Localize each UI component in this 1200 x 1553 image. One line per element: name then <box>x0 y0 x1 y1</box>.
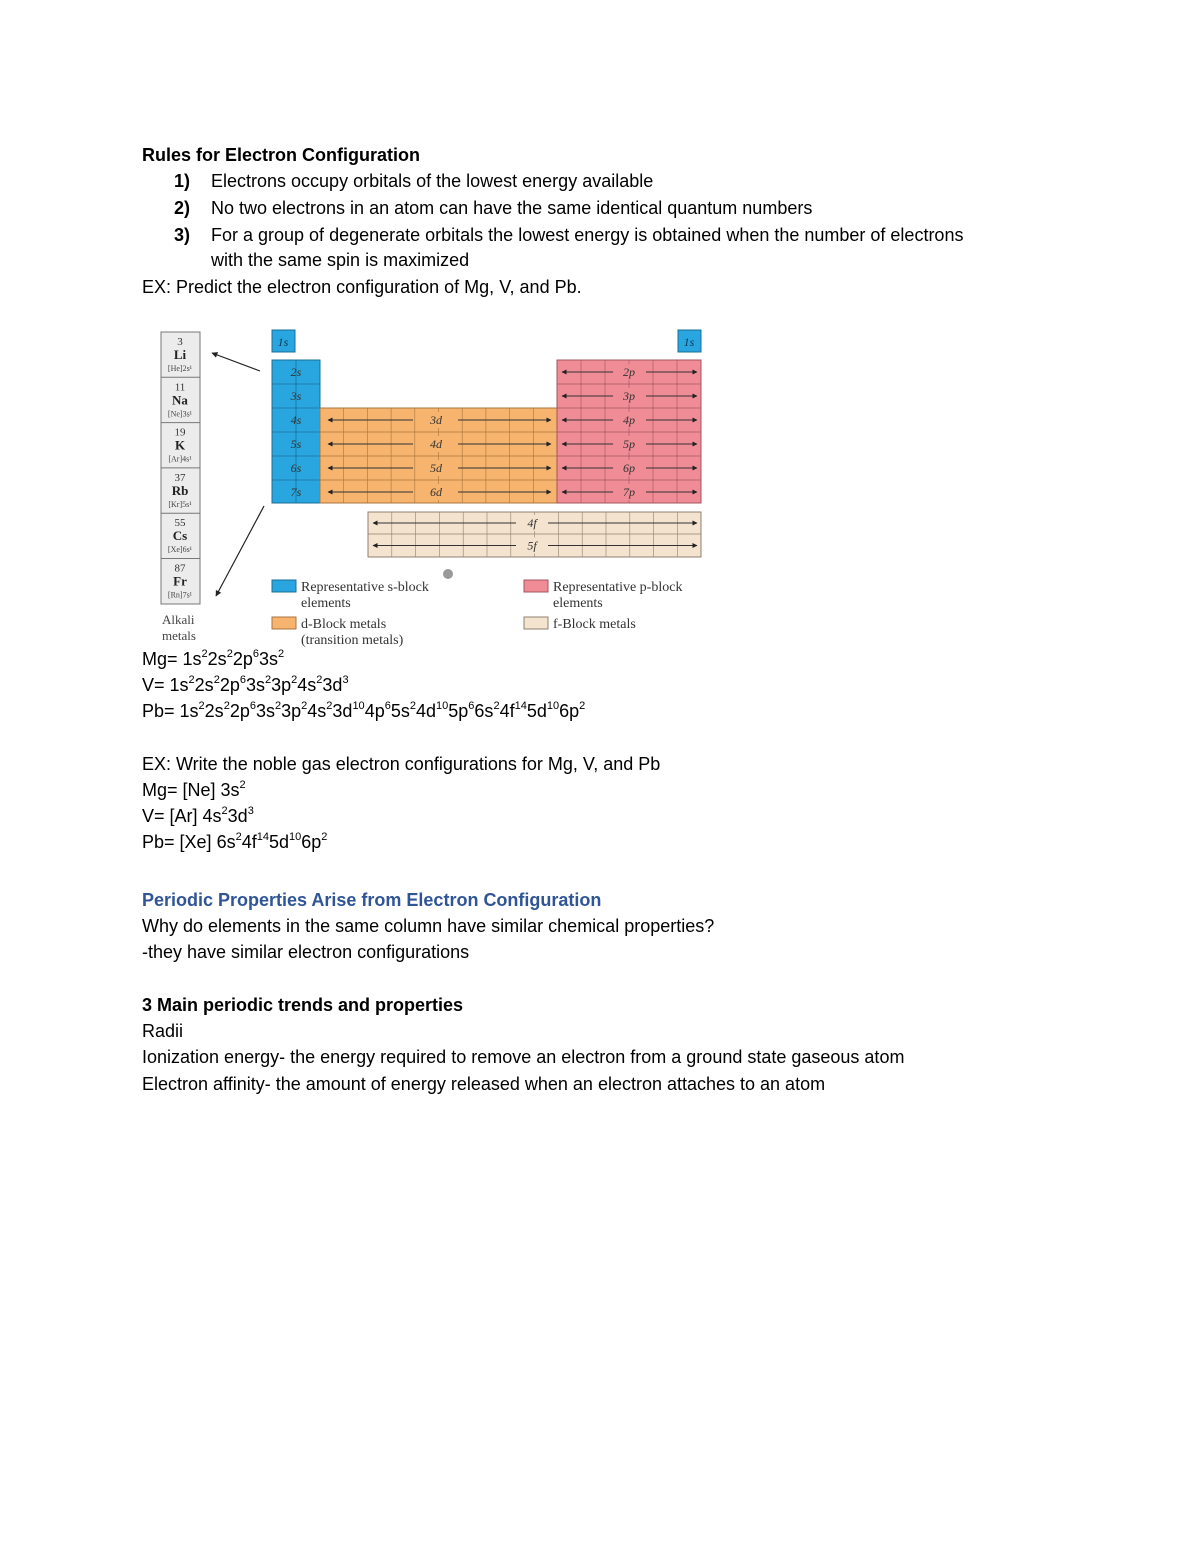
alkali-atomic-number: 37 <box>174 471 186 484</box>
electron-count: 2 <box>274 700 282 712</box>
rule-number: 1) <box>174 171 191 191</box>
alkali-config: [Kr]5s¹ <box>168 499 192 509</box>
alkali-label-line1: Alkali <box>162 612 195 627</box>
electron-count: 6 <box>468 700 475 712</box>
legend-p-line2: elements <box>553 596 603 611</box>
electron-count: 2 <box>326 700 333 712</box>
electron-count: 3 <box>342 674 349 686</box>
electron-count: 2 <box>198 700 205 712</box>
noble-config-pb <box>142 831 327 853</box>
legend-s-line2: elements <box>301 596 351 611</box>
alkali-config: [Rn]7s¹ <box>167 590 193 600</box>
electron-count: 3 <box>247 805 254 817</box>
d-orbital-label: 5d <box>430 461 442 475</box>
orbital: 1s <box>179 701 199 721</box>
p-orbital-label: 6p <box>623 461 635 475</box>
periodic-table-svg <box>158 326 713 648</box>
orbital: 6p <box>301 832 322 852</box>
orbital: 6s <box>474 701 494 721</box>
rule-text: Electrons occupy orbitals of the lowest energy available <box>211 171 654 191</box>
orbital: 4p <box>364 701 385 721</box>
electron-count: 2 <box>277 648 285 660</box>
electron-count: 2 <box>235 831 242 843</box>
orbital: 3p <box>271 675 292 695</box>
he-1s-label: 1s <box>683 335 695 349</box>
electron-count: 6 <box>384 700 391 712</box>
orbital: 2s <box>207 649 227 669</box>
electron-count: 2 <box>316 674 323 686</box>
orbital: 2p <box>232 649 253 669</box>
trend-item: Ionization energy- the energy required to remove an electron from a ground state gaseous atom <box>142 1047 905 1067</box>
heading-periodic-properties: Periodic Properties Arise from Electron Configuration <box>142 890 602 910</box>
electron-count: 2 <box>226 648 233 660</box>
heading-rules: Rules for Electron Configuration <box>142 145 421 165</box>
alkali-atomic-number: 19 <box>174 426 186 439</box>
decorative-dot <box>443 569 453 579</box>
orbital: 6p <box>559 701 580 721</box>
alkali-symbol: Cs <box>172 528 188 544</box>
config-prefix: Pb= <box>142 701 180 721</box>
example-2-prompt: EX: Write the noble gas electron configurations for Mg, V, and Pb <box>142 754 661 774</box>
s-orbital-label: 3s <box>290 389 302 403</box>
p-orbital-label: 4p <box>623 413 635 427</box>
electron-count: 2 <box>213 674 220 686</box>
orbital: 5d <box>268 832 289 852</box>
electron-count: 2 <box>221 805 228 817</box>
electron-count: 2 <box>239 779 246 791</box>
trend-item: Electron affinity- the amount of energy released when an electron attaches to an atom <box>142 1074 826 1094</box>
electron-count: 2 <box>264 674 272 686</box>
answer-text: -they have similar electron configurations <box>142 942 470 962</box>
alkali-config: [Ar]4s¹ <box>168 454 192 464</box>
s-orbital-label: 5s <box>290 437 302 451</box>
rule-text: No two electrons in an atom can have the same identical quantum numbers <box>211 198 813 218</box>
p-orbital-label: 5p <box>623 437 635 451</box>
orbital: 2s <box>204 701 224 721</box>
orbital: 4d <box>415 701 437 721</box>
alkali-atomic-number: 87 <box>174 562 186 575</box>
config-mg <box>142 648 284 670</box>
electron-count: 6 <box>252 648 259 660</box>
orbital: 4f <box>499 701 515 721</box>
electron-count: 10 <box>546 700 560 712</box>
electron-count: 2 <box>201 648 208 660</box>
alkali-symbol: Fr <box>173 573 187 589</box>
legend-d-line2: (transition metals) <box>301 633 404 648</box>
alkali-config: [He]2s¹ <box>167 364 193 373</box>
alkali-label-line2: metals <box>162 628 196 643</box>
p-orbital-label: 3p <box>623 389 635 403</box>
orbital: 3d <box>227 806 248 826</box>
alkali-symbol: Rb <box>171 482 189 498</box>
orbital: 4s <box>297 675 317 695</box>
d-orbital-label: 6d <box>430 485 442 499</box>
electron-count: 2 <box>321 831 328 843</box>
alkali-atomic-number: 11 <box>174 381 186 394</box>
heading-trends: 3 Main periodic trends and properties <box>142 995 464 1015</box>
alkali-symbol: Li <box>173 347 187 362</box>
orbital: 1s <box>182 649 202 669</box>
config-prefix: Mg= <box>142 649 183 669</box>
alkali-config: [Ne]3s¹ <box>167 409 193 419</box>
electron-count: 2 <box>301 700 308 712</box>
rule-text-continued: with the same spin is maximized <box>211 250 470 270</box>
legend-f-swatch <box>524 617 548 629</box>
electron-count: 6 <box>239 674 246 686</box>
electron-count: 14 <box>514 700 527 712</box>
p-orbital-label: 7p <box>623 485 635 499</box>
legend-d-line1: d-Block metals <box>301 617 387 632</box>
noble-config-mg <box>142 779 246 801</box>
f-orbital-label: 4f <box>527 516 537 530</box>
config-prefix: V= [Ar] <box>142 806 203 826</box>
s-orbital-label: 2s <box>290 365 302 379</box>
orbital: 4s <box>307 701 327 721</box>
electron-count: 10 <box>352 700 365 712</box>
electron-count: 10 <box>436 700 449 712</box>
config-v <box>142 674 349 696</box>
orbital: 2p <box>219 675 240 695</box>
legend-p-swatch <box>524 580 548 592</box>
alkali-symbol: K <box>174 437 186 453</box>
example-1-prompt: EX: Predict the electron configuration of Mg, V, and Pb. <box>142 277 582 297</box>
legend-f-line1: f-Block metals <box>553 617 636 632</box>
orbital: 4s <box>202 806 222 826</box>
orbital: 1s <box>169 675 189 695</box>
rule-number: 3) <box>174 225 191 245</box>
orbital: 3p <box>281 701 302 721</box>
trend-item: Radii <box>142 1021 184 1041</box>
electron-count: 2 <box>493 700 500 712</box>
electron-count: 10 <box>289 831 302 843</box>
orbital: 5d <box>526 701 547 721</box>
orbital: 2p <box>229 701 250 721</box>
alkali-atomic-number: 55 <box>174 517 186 530</box>
h-1s-label: 1s <box>277 335 289 349</box>
config-prefix: Pb= [Xe] <box>142 832 217 852</box>
legend-s-line1: Representative s-block <box>301 580 429 595</box>
legend-d-swatch <box>272 617 296 629</box>
electron-count: 2 <box>409 700 416 712</box>
orbital: 3s <box>258 649 278 669</box>
noble-config-v <box>142 805 254 827</box>
electron-count: 14 <box>256 831 269 843</box>
legend-p-line1: Representative p-block <box>553 580 683 595</box>
rule-number: 2) <box>174 198 191 218</box>
legend-s-swatch <box>272 580 296 592</box>
alkali-config: [Xe]6s¹ <box>167 545 193 555</box>
s-orbital-label: 7s <box>290 485 302 499</box>
pointer-arrow-bottom <box>216 506 264 596</box>
config-pb <box>142 700 585 722</box>
orbital: 5s <box>390 701 410 721</box>
electron-count: 2 <box>579 700 586 712</box>
s-orbital-label: 6s <box>290 461 302 475</box>
config-prefix: Mg= [Ne] <box>142 780 221 800</box>
orbital: 6s <box>216 832 236 852</box>
alkali-atomic-number: 3 <box>177 336 183 348</box>
alkali-symbol: Na <box>172 392 188 408</box>
orbital: 3s <box>255 701 275 721</box>
orbital: 3s <box>220 780 240 800</box>
orbital: 3d <box>332 701 353 721</box>
electron-count: 2 <box>188 674 195 686</box>
d-orbital-label: 3d <box>430 413 442 427</box>
s-orbital-label: 4s <box>290 413 302 427</box>
config-prefix: V= <box>142 675 170 695</box>
electron-count: 2 <box>291 674 298 686</box>
orbital: 3s <box>245 675 265 695</box>
pointer-arrow-top <box>212 353 260 371</box>
f-orbital-label: 5f <box>527 538 537 553</box>
periodic-table-figure <box>158 326 713 648</box>
question-text: Why do elements in the same column have similar chemical properties? <box>142 916 715 936</box>
orbital: 4f <box>241 832 257 852</box>
electron-count: 2 <box>223 700 230 712</box>
p-orbital-label: 2p <box>623 365 635 379</box>
electron-count: 6 <box>249 700 256 712</box>
orbital: 2s <box>194 675 214 695</box>
d-orbital-label: 4d <box>430 437 442 451</box>
rule-text: For a group of degenerate orbitals the lowest energy is obtained when the number of electrons <box>211 225 964 245</box>
orbital: 5p <box>448 701 469 721</box>
orbital: 3d <box>322 675 343 695</box>
